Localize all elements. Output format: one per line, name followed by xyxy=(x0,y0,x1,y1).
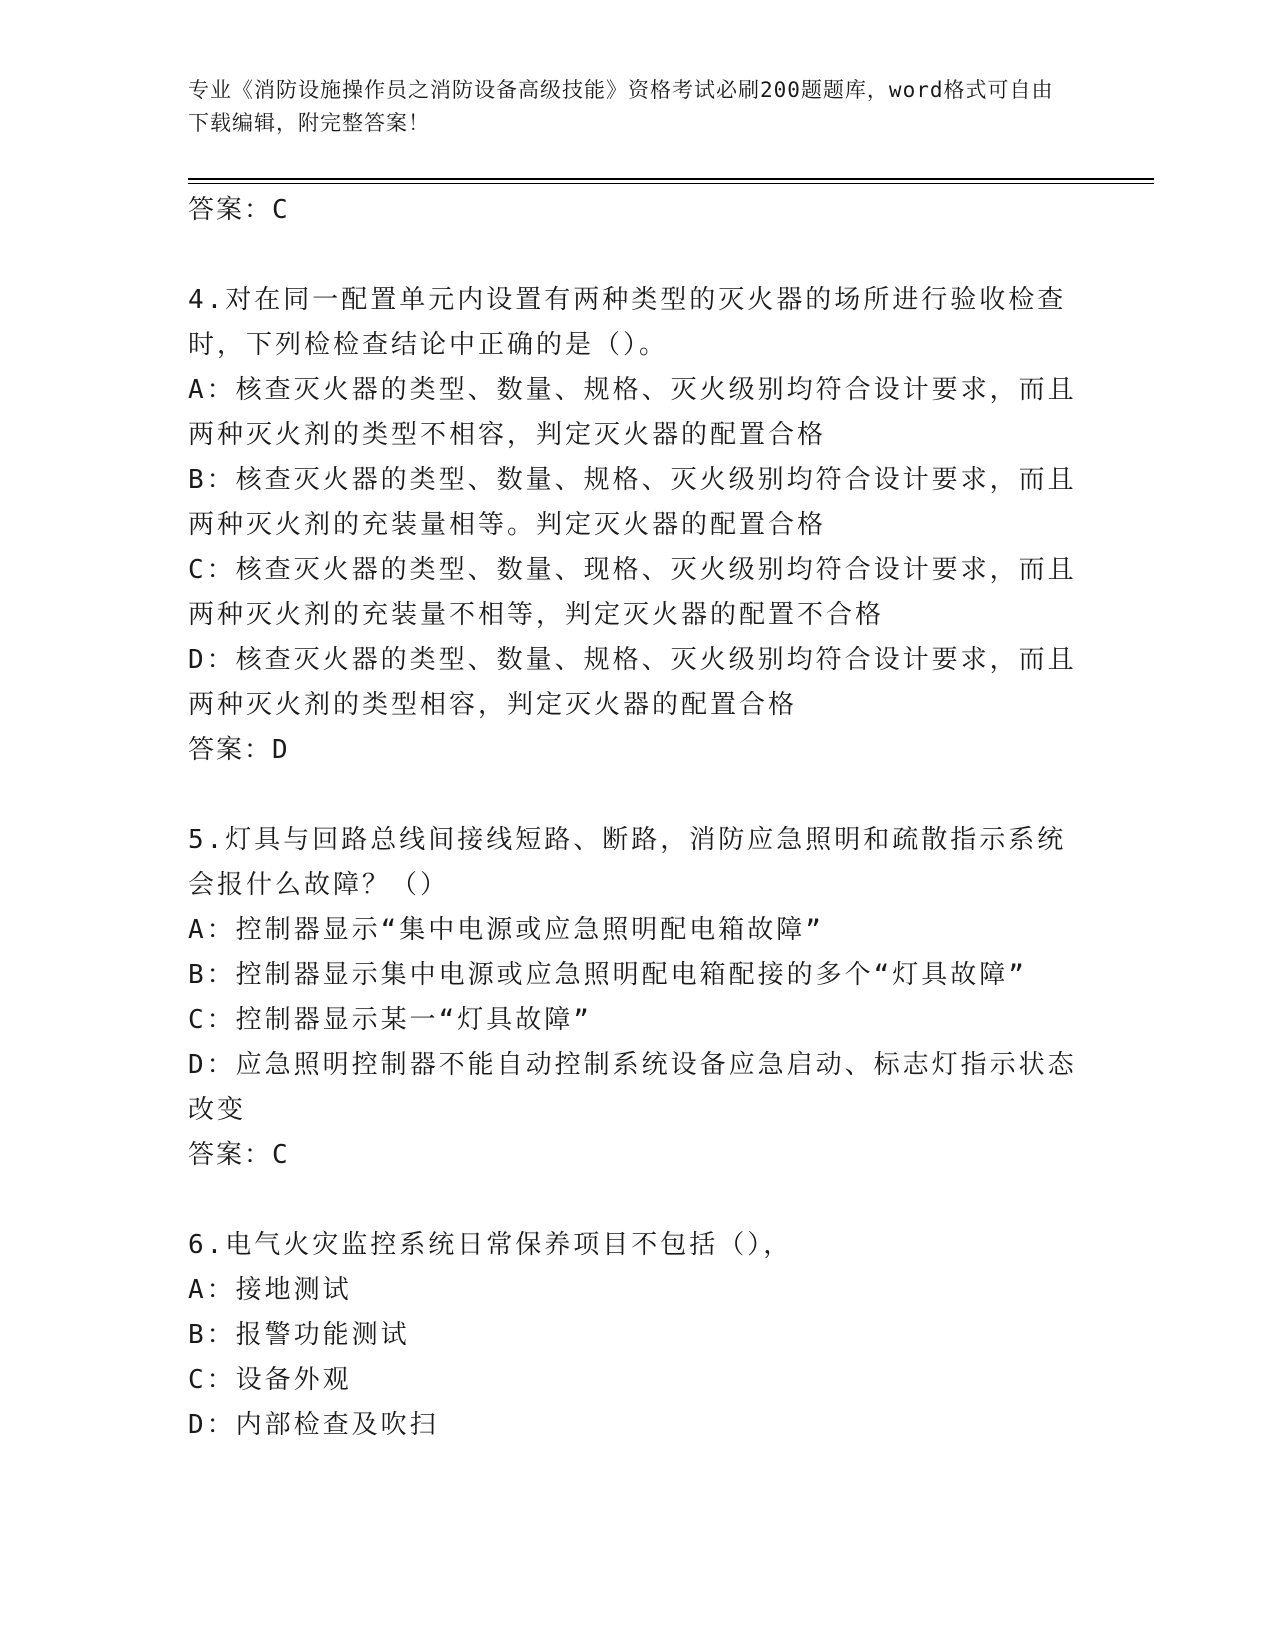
option-c: C：控制器显示某一“灯具故障” xyxy=(188,1005,592,1035)
question-stem: 6.电气火灾监控系统日常保养项目不包括（）， xyxy=(188,1230,793,1260)
option-a: A：控制器显示“集中电源或应急照明配电箱故障” xyxy=(188,915,824,945)
question-stem: 5.灯具与回路总线间接线短路、断路，消防应急照明和疏散指示系统会报什么故障？（） xyxy=(188,825,1067,900)
option-d: D：应急照明控制器不能自动控制系统设备应急启动、标志灯指示状态改变 xyxy=(188,1050,1077,1125)
option-c: C：设备外观 xyxy=(188,1365,352,1395)
question-stem: 4.对在同一配置单元内设置有两种类型的灭火器的场所进行验收检查时，下列检检查结论中正确的是（）。 xyxy=(188,285,1067,360)
option-d: D：内部检查及吹扫 xyxy=(188,1410,439,1440)
option-d: D：核查灭火器的类型、数量、规格、灭火级别均符合设计要求，而且两种灭火剂的类型相容，判定灭火器的配置合格 xyxy=(188,645,1077,720)
answer-line: 答案：D xyxy=(188,735,290,765)
header-rule-thin xyxy=(188,183,1154,184)
option-a: A：核查灭火器的类型、数量、规格、灭火级别均符合设计要求，而且两种灭火剂的类型不相容，判定灭火器的配置合格 xyxy=(188,375,1077,450)
question-block-6 xyxy=(188,1223,1088,1448)
option-b: B：报警功能测试 xyxy=(188,1320,410,1350)
question-block-5 xyxy=(188,818,1088,1178)
answer-line: 答案：C xyxy=(188,195,290,225)
question-content xyxy=(188,188,1088,1448)
option-c: C：核查灭火器的类型、数量、现格、灭火级别均符合设计要求，而且两种灭火剂的充装量不相等，判定灭火器的配置不合格 xyxy=(188,555,1077,630)
option-a: A：接地测试 xyxy=(188,1275,352,1305)
option-b: B：控制器显示集中电源或应急照明配电箱配接的多个“灯具故障” xyxy=(188,960,1027,990)
document-header: 专业《消防设施操作员之消防设备高级技能》资格考试必刷200题题库，word格式可自由下载编辑，附完整答案！ xyxy=(188,78,1054,135)
option-b: B：核查灭火器的类型、数量、规格、灭火级别均符合设计要求，而且两种灭火剂的充装量相等。判定灭火器的配置合格 xyxy=(188,465,1077,540)
header-rule-thick xyxy=(188,178,1154,180)
answer-line: 答案：C xyxy=(188,1140,290,1170)
question-block-4 xyxy=(188,278,1088,773)
